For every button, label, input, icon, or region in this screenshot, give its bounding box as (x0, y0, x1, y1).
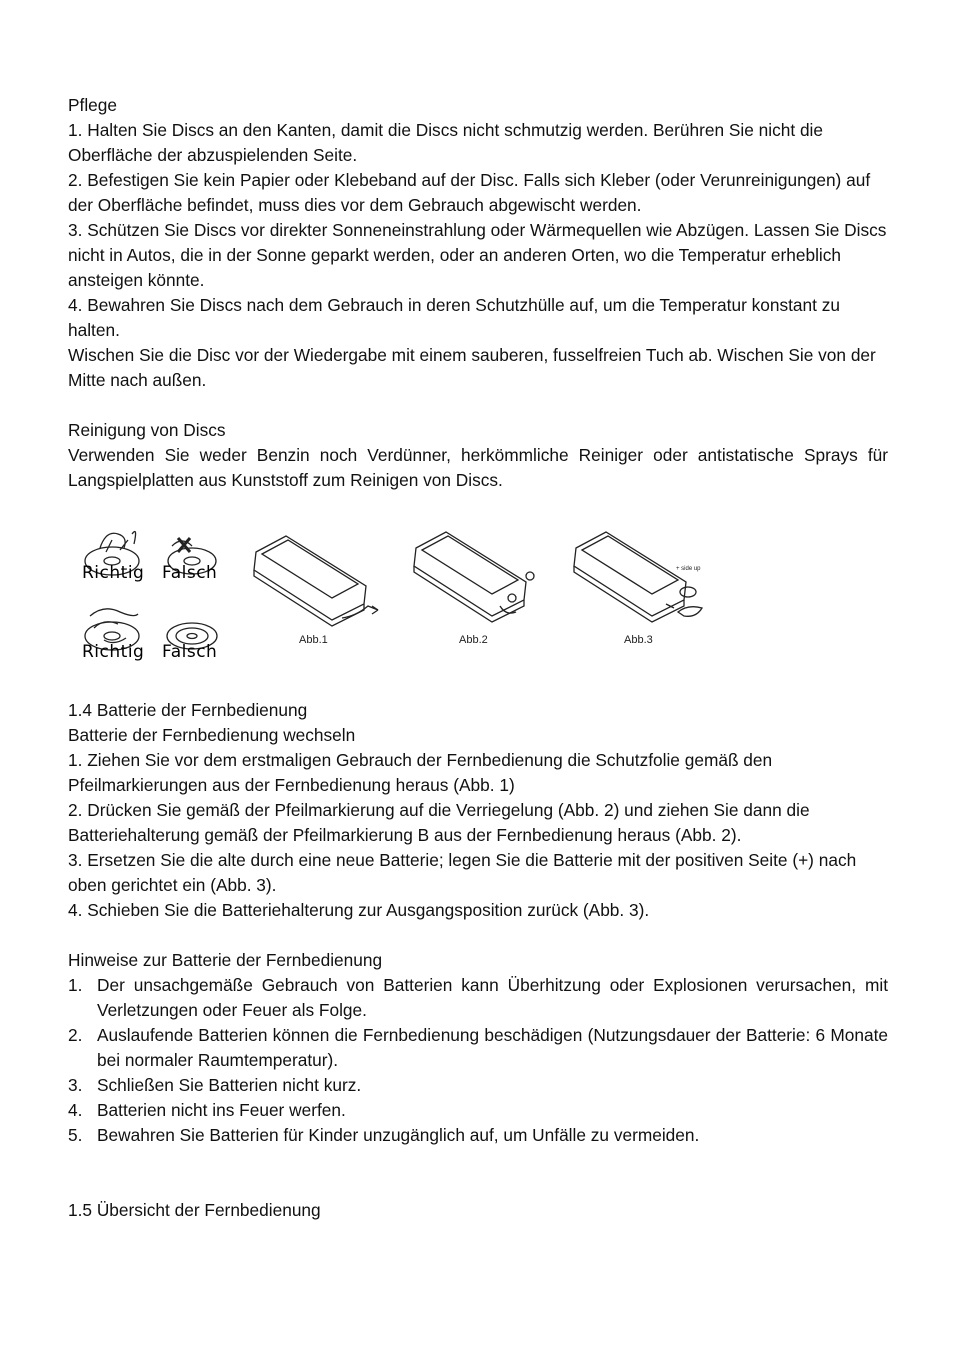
remote-fig1-icon (254, 536, 378, 626)
label-falsch-2: Falsch (162, 642, 218, 662)
section-title-pflege: Pflege (68, 95, 118, 115)
batterie-item-3: 3. Ersetzen Sie die alte durch eine neue Batterie; legen Sie die Batterie mit der positiven Seite (+) nach oben gerichtet ein (Abb. 3). (68, 850, 857, 895)
document-page (68, 93, 888, 1223)
spacer (68, 393, 888, 418)
remote-fig3-icon (574, 532, 702, 622)
illustration-svg (76, 516, 776, 698)
list-item: 5. Bewahren Sie Batterien für Kinder unzugänglich auf, um Unfälle zu vermeiden. (68, 1125, 700, 1145)
pflege-item-3: 3. Schützen Sie Discs vor direkter Sonneneinstrahlung oder Wärmequellen wie Abzügen. Lassen Sie Discs nicht in Autos, die in der Sonne geparkt werden, oder an anderen Orten, wo die Temperatur erheblich ansteigen könnte. (68, 220, 887, 290)
label-abb3: Abb.3 (624, 634, 653, 646)
pflege-item-1: 1. Halten Sie Discs an den Kanten, damit die Discs nicht schmutzig werden. Berühren Sie nicht die Oberfläche der abzuspielenden Seite. (68, 120, 823, 165)
list-item: 1. Der unsachgemäße Gebrauch von Batterien kann Überhitzung oder Explosionen verursachen, mit Verletzungen oder Feuer als Folge. (68, 975, 888, 1020)
pflege-item-2: 2. Befestigen Sie kein Papier oder Klebeband auf der Disc. Falls sich Kleber (oder Verunreinigungen) auf der Oberfläche befindet, muss dies vor dem Gebrauch abgewischt werden. (68, 170, 871, 215)
section-heading-batterie: 1.4 Batterie der Fernbedienung (68, 700, 308, 720)
pflege-item-4: 4. Bewahren Sie Discs nach dem Gebrauch in deren Schutzhülle auf, um die Temperatur konstant zu halten. (68, 295, 841, 340)
section-title-reinigung: Reinigung von Discs (68, 420, 226, 440)
reinigung-text: Verwenden Sie weder Benzin noch Verdünner, herkömmliche Reiniger oder antistatische Sprays für Langspielplatten aus Kunststoff zum Reinigen von Discs. (68, 445, 888, 490)
spacer (68, 1148, 888, 1173)
pflege-note: Wischen Sie die Disc vor der Wiedergabe mit einem sauberen, fusselfreien Tuch ab. Wischen Sie von der Mitte nach außen. (68, 345, 876, 390)
batterie-item-1: 1. Ziehen Sie vor dem erstmaligen Gebrauch der Fernbedienung die Schutzfolie gemäß den Pfeilmarkierungen aus der Fernbedienung heraus (Abb. 1) (68, 750, 773, 795)
list-item: 4. Batterien nicht ins Feuer werfen. (68, 1100, 346, 1120)
label-richtig-2: Richtig (82, 642, 145, 662)
spacer (68, 1173, 888, 1198)
label-abb2: Abb.2 (459, 634, 488, 646)
label-abb1: Abb.1 (299, 634, 328, 646)
batterie-item-2: 2. Drücken Sie gemäß der Pfeilmarkierung auf die Verriegelung (Abb. 2) und ziehen Sie dann die Batteriehalterung gemäß der Pfeilmarkierung B aus der Fernbedienung heraus (Abb. 2). (68, 800, 810, 845)
label-richtig-1: Richtig (82, 563, 145, 583)
illustration-figure (76, 516, 888, 698)
list-item: 2. Auslaufende Batterien können die Fernbedienung beschädigen (Nutzungsdauer der Batterie: 6 Monate bei normaler Raumtemperatur). (68, 1025, 888, 1070)
section-heading-uebersicht: 1.5 Übersicht der Fernbedienung (68, 1200, 321, 1220)
remote-fig2-icon (414, 532, 534, 622)
batterie-item-4: 4. Schieben Sie die Batteriehalterung zur Ausgangsposition zurück (Abb. 3). (68, 900, 650, 920)
hinweise-list (68, 973, 888, 1148)
label-falsch-1: Falsch (162, 563, 218, 583)
label-side-up: + side up (676, 566, 701, 572)
list-item: 3. Schließen Sie Batterien nicht kurz. (68, 1075, 362, 1095)
batterie-subheading: Batterie der Fernbedienung wechseln (68, 725, 356, 745)
spacer (68, 923, 888, 948)
section-title-hinweise: Hinweise zur Batterie der Fernbedienung (68, 950, 383, 970)
